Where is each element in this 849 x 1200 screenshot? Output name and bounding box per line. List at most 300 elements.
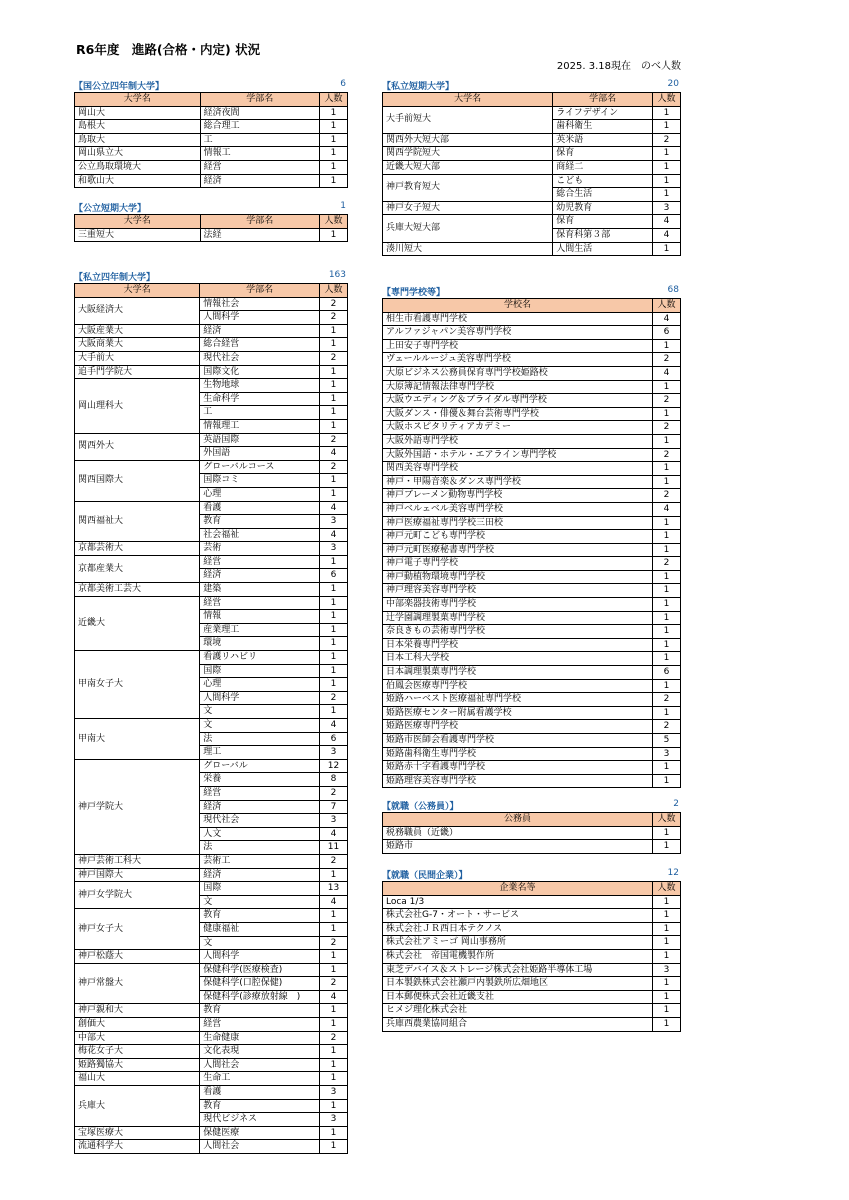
count-cell: 2 xyxy=(653,489,681,503)
count-cell: 2 xyxy=(320,936,348,950)
school-cell: 神戸理容美容専門学校 xyxy=(383,584,653,598)
count-cell: 1 xyxy=(653,1017,681,1031)
faculty-cell: 人間科学 xyxy=(200,950,320,964)
school-cell: 神戸ベルェベル美容専門学校 xyxy=(383,502,653,516)
faculty-cell: 総合生活 xyxy=(553,188,653,202)
table-row xyxy=(75,542,348,556)
count-cell: 1 xyxy=(653,380,681,394)
table-row xyxy=(383,990,681,1004)
univ-cell: 岡山大 xyxy=(75,106,201,120)
section-total: 68 xyxy=(667,285,679,295)
header-faculty: 学部名 xyxy=(553,93,653,107)
count-cell: 1 xyxy=(653,679,681,693)
faculty-cell: 経営 xyxy=(200,786,320,800)
count-cell: 1 xyxy=(653,706,681,720)
faculty-cell: 情報 xyxy=(200,610,320,624)
count-cell: 1 xyxy=(653,516,681,530)
table-row xyxy=(75,1045,348,1059)
count-cell: 1 xyxy=(320,392,348,406)
univ-cell: 近畿大短大部 xyxy=(383,160,553,174)
count-cell: 1 xyxy=(653,922,681,936)
school-cell: 大阪外語専門学校 xyxy=(383,434,653,448)
section-private-univ xyxy=(74,270,348,1154)
school-cell: Loca 1/3 xyxy=(383,895,653,909)
count-cell: 1 xyxy=(653,652,681,666)
section-title: 【専門学校等】 xyxy=(382,288,446,298)
table-body xyxy=(75,106,348,188)
table-row xyxy=(383,706,681,720)
table-row xyxy=(75,882,348,896)
header-count: 人数 xyxy=(320,284,348,298)
school-cell: 東芝デバイス＆ストレージ株式会社姫路半導体工場 xyxy=(383,963,653,977)
school-cell: 大原ビジネス公務員保育専門学校姫路校 xyxy=(383,366,653,380)
school-cell: 神戸・甲陽音楽＆ダンス専門学校 xyxy=(383,475,653,489)
univ-cell: 近畿大 xyxy=(75,596,200,650)
faculty-cell: 経営 xyxy=(200,160,319,174)
school-cell: ヴェールルージュ美容専門学校 xyxy=(383,353,653,367)
school-cell: 神戸元町こども専門学校 xyxy=(383,530,653,544)
table-row xyxy=(383,611,681,625)
header-count: 人数 xyxy=(320,93,348,107)
school-cell: 税務職員（近畿） xyxy=(383,826,653,840)
header-faculty: 学部名 xyxy=(200,93,319,107)
univ-cell: 京都芸術大 xyxy=(75,542,200,556)
count-cell: 1 xyxy=(653,242,681,256)
table-row xyxy=(383,734,681,748)
count-cell: 2 xyxy=(320,433,348,447)
count-cell: 1 xyxy=(320,950,348,964)
table-header-row xyxy=(383,93,681,107)
count-cell: 1 xyxy=(653,936,681,950)
faculty-cell: 保健医療 xyxy=(200,1126,320,1140)
vocational-table xyxy=(382,298,681,788)
univ-cell: 岡山県立大 xyxy=(75,147,201,161)
count-cell: 1 xyxy=(320,1126,348,1140)
count-cell: 1 xyxy=(653,990,681,1004)
univ-cell: 三重短大 xyxy=(75,228,201,242)
table-row xyxy=(383,826,681,840)
table-row xyxy=(383,174,681,188)
section-public-service xyxy=(382,799,681,854)
table-row xyxy=(75,133,348,147)
faculty-cell: 建築 xyxy=(200,583,320,597)
count-cell: 3 xyxy=(653,201,681,215)
count-cell: 2 xyxy=(653,421,681,435)
school-cell: 大阪ホスピタリティアカデミー xyxy=(383,421,653,435)
faculty-cell: グローバル xyxy=(200,759,320,773)
faculty-cell: 保健科学(医療検査) xyxy=(200,963,320,977)
table-row xyxy=(383,380,681,394)
table-row xyxy=(383,895,681,909)
faculty-cell: 情報工 xyxy=(200,147,319,161)
count-cell: 3 xyxy=(320,814,348,828)
count-cell: 4 xyxy=(320,501,348,515)
table-row xyxy=(383,242,681,256)
count-cell: 2 xyxy=(320,691,348,705)
private-company-table xyxy=(382,881,681,1032)
table-row xyxy=(75,868,348,882)
table-row xyxy=(75,596,348,610)
table-row xyxy=(383,434,681,448)
univ-cell: 大手前大 xyxy=(75,351,200,365)
school-cell: 上田安子専門学校 xyxy=(383,339,653,353)
faculty-cell: 保健科学(口腔保健) xyxy=(200,977,320,991)
section-title: 【私立短期大学】 xyxy=(382,82,455,92)
faculty-cell: 経済夜間 xyxy=(200,106,319,120)
faculty-cell: 教育 xyxy=(200,1099,320,1113)
faculty-cell: 芸術工 xyxy=(200,854,320,868)
table-row xyxy=(383,557,681,571)
faculty-cell: ライフデザイン xyxy=(553,106,653,120)
table-row xyxy=(75,1018,348,1032)
count-cell: 1 xyxy=(653,339,681,353)
count-cell: 1 xyxy=(653,475,681,489)
table-body xyxy=(383,312,681,788)
count-cell: 1 xyxy=(320,1140,348,1154)
count-cell: 1 xyxy=(653,598,681,612)
section-total: 163 xyxy=(328,270,346,280)
table-row xyxy=(383,761,681,775)
school-cell: 日本郵便株式会社近畿支社 xyxy=(383,990,653,1004)
count-cell: 2 xyxy=(653,394,681,408)
school-cell: 奈良きもの芸術専門学校 xyxy=(383,625,653,639)
count-cell: 1 xyxy=(320,1072,348,1086)
count-cell: 1 xyxy=(653,407,681,421)
school-cell: 大阪ウエディング＆ブライダル専門学校 xyxy=(383,394,653,408)
faculty-cell: 教育 xyxy=(200,1004,320,1018)
table-row xyxy=(75,297,348,311)
table-row xyxy=(383,909,681,923)
univ-cell: 京都美術工芸大 xyxy=(75,583,200,597)
count-cell: 1 xyxy=(320,1045,348,1059)
school-cell: 姫路市 xyxy=(383,840,653,854)
school-cell: 姫路赤十字看護専門学校 xyxy=(383,761,653,775)
univ-cell: 流通科学大 xyxy=(75,1140,200,1154)
faculty-cell: 国際 xyxy=(200,664,320,678)
faculty-cell: 保健科学(診療放射線 ) xyxy=(200,990,320,1004)
faculty-cell: 情報社会 xyxy=(200,297,320,311)
table-row xyxy=(75,351,348,365)
count-cell: 2 xyxy=(653,720,681,734)
univ-cell: 大手前短大 xyxy=(383,106,553,133)
count-cell: 2 xyxy=(320,854,348,868)
header-univ: 大学名 xyxy=(75,215,201,229)
table-row xyxy=(75,501,348,515)
table-row xyxy=(383,407,681,421)
school-cell: 大原簿記情報法律専門学校 xyxy=(383,380,653,394)
header-univ: 大学名 xyxy=(75,93,201,107)
univ-cell: 姫路獨協大 xyxy=(75,1058,200,1072)
table-row xyxy=(383,475,681,489)
count-cell: 1 xyxy=(653,106,681,120)
count-cell: 6 xyxy=(320,732,348,746)
public-service-table xyxy=(382,812,681,854)
table-row xyxy=(75,365,348,379)
faculty-cell: 生物地球 xyxy=(200,379,320,393)
count-cell: 1 xyxy=(320,868,348,882)
univ-cell: 神戸芸術工科大 xyxy=(75,854,200,868)
section-private-company xyxy=(382,868,681,1032)
count-cell: 6 xyxy=(653,666,681,680)
univ-cell: 大阪経済大 xyxy=(75,297,200,324)
univ-cell: 関西福祉大 xyxy=(75,501,200,542)
faculty-cell: 人間社会 xyxy=(200,1140,320,1154)
count-cell: 1 xyxy=(320,1018,348,1032)
faculty-cell: 工 xyxy=(200,133,319,147)
faculty-cell: 法 xyxy=(200,841,320,855)
count-cell: 4 xyxy=(320,447,348,461)
table-row xyxy=(383,625,681,639)
table-row xyxy=(75,147,348,161)
univ-cell: 湊川短大 xyxy=(383,242,553,256)
private-junior-table xyxy=(382,92,681,256)
univ-cell: 神戸女学院大 xyxy=(75,882,200,909)
count-cell: 4 xyxy=(653,502,681,516)
school-cell: アルファジャパン美容専門学校 xyxy=(383,326,653,340)
count-cell: 1 xyxy=(320,338,348,352)
count-cell: 3 xyxy=(320,1086,348,1100)
header-univ: 大学名 xyxy=(383,93,553,107)
school-cell: 日本工科大学校 xyxy=(383,652,653,666)
faculty-cell: 看護 xyxy=(200,501,320,515)
count-cell: 1 xyxy=(320,909,348,923)
table-row xyxy=(383,133,681,147)
univ-cell: 大阪商業大 xyxy=(75,338,200,352)
faculty-cell: 文 xyxy=(200,719,320,733)
count-cell: 2 xyxy=(653,353,681,367)
table-row xyxy=(383,747,681,761)
faculty-cell: 保育 xyxy=(553,147,653,161)
table-header-row xyxy=(383,813,681,827)
faculty-cell: 英語国際 xyxy=(200,433,320,447)
table-row xyxy=(75,719,348,733)
count-cell: 1 xyxy=(653,462,681,476)
faculty-cell: 保育 xyxy=(553,215,653,229)
count-cell: 1 xyxy=(653,909,681,923)
table-row xyxy=(383,147,681,161)
faculty-cell: 経済 xyxy=(200,174,319,188)
count-cell: 1 xyxy=(320,1058,348,1072)
faculty-cell: 国際文化 xyxy=(200,365,320,379)
header-faculty: 学部名 xyxy=(200,215,319,229)
count-cell: 1 xyxy=(320,106,348,120)
table-row xyxy=(383,598,681,612)
univ-cell: 中部大 xyxy=(75,1031,200,1045)
school-cell: 姫路歯科衛生専門学校 xyxy=(383,747,653,761)
faculty-cell: 現代ビジネス xyxy=(200,1113,320,1127)
header-faculty: 学部名 xyxy=(200,284,320,298)
faculty-cell: 健康福祉 xyxy=(200,922,320,936)
school-cell: 姫路理容美容専門学校 xyxy=(383,774,653,788)
faculty-cell: 総合経営 xyxy=(200,338,320,352)
section-title: 【就職（公務員）】 xyxy=(382,802,459,812)
header-count: 人数 xyxy=(653,813,681,827)
univ-cell: 関西国際大 xyxy=(75,460,200,501)
count-cell: 2 xyxy=(320,297,348,311)
school-cell: 中部楽器技術専門学校 xyxy=(383,598,653,612)
public-junior-table xyxy=(74,214,348,242)
faculty-cell: こども xyxy=(553,174,653,188)
table-row xyxy=(383,679,681,693)
univ-cell: 福山大 xyxy=(75,1072,200,1086)
header-company: 企業名等 xyxy=(383,882,653,896)
count-cell: 6 xyxy=(653,326,681,340)
faculty-cell: グローバルコース xyxy=(200,460,320,474)
faculty-cell: 歯科衛生 xyxy=(553,120,653,134)
table-row xyxy=(383,326,681,340)
univ-cell: 関西学院短大 xyxy=(383,147,553,161)
count-cell: 1 xyxy=(320,651,348,665)
table-row xyxy=(383,840,681,854)
faculty-cell: 環境 xyxy=(200,637,320,651)
table-row xyxy=(75,460,348,474)
section-vocational xyxy=(382,285,681,788)
table-row xyxy=(75,1140,348,1154)
count-cell: 1 xyxy=(320,379,348,393)
school-cell: 姫路市医師会看護専門学校 xyxy=(383,734,653,748)
table-row xyxy=(75,1004,348,1018)
univ-cell: 神戸国際大 xyxy=(75,868,200,882)
table-row xyxy=(75,909,348,923)
school-cell: 日本栄養専門学校 xyxy=(383,638,653,652)
faculty-cell: 総合理工 xyxy=(200,120,319,134)
faculty-cell: 人文 xyxy=(200,827,320,841)
school-cell: 株式会社 帝国電機製作所 xyxy=(383,949,653,963)
table-body xyxy=(383,826,681,853)
header-count: 人数 xyxy=(653,93,681,107)
section-private-junior xyxy=(382,79,681,256)
univ-cell: 鳥取大 xyxy=(75,133,201,147)
school-cell: 姫路医療センター附属看護学校 xyxy=(383,706,653,720)
count-cell: 4 xyxy=(653,312,681,326)
table-row xyxy=(383,530,681,544)
count-cell: 4 xyxy=(320,990,348,1004)
table-row xyxy=(383,448,681,462)
faculty-cell: 経済 xyxy=(200,868,320,882)
school-cell: 日本調理製菓専門学校 xyxy=(383,666,653,680)
school-cell: 日本製鉄株式会社瀬戸内製鉄所広畑地区 xyxy=(383,977,653,991)
faculty-cell: 経済 xyxy=(200,800,320,814)
count-cell: 4 xyxy=(320,528,348,542)
count-cell: 1 xyxy=(320,922,348,936)
count-cell: 1 xyxy=(320,120,348,134)
count-cell: 4 xyxy=(320,895,348,909)
table-row xyxy=(383,652,681,666)
faculty-cell: 幼児教育 xyxy=(553,201,653,215)
school-cell: 大阪ダンス・俳優＆舞台芸術専門学校 xyxy=(383,407,653,421)
univ-cell: 梅花女子大 xyxy=(75,1045,200,1059)
faculty-cell: 生命健康 xyxy=(200,1031,320,1045)
header-count: 人数 xyxy=(320,215,348,229)
section-national-univ xyxy=(74,79,348,188)
table-row xyxy=(383,693,681,707)
school-cell: 神戸電子専門学校 xyxy=(383,557,653,571)
table-row xyxy=(383,1004,681,1018)
count-cell: 1 xyxy=(320,583,348,597)
univ-cell: 大阪産業大 xyxy=(75,324,200,338)
table-row xyxy=(75,1126,348,1140)
count-cell: 1 xyxy=(653,625,681,639)
count-cell: 4 xyxy=(320,719,348,733)
national-univ-table xyxy=(74,92,348,188)
table-header-row xyxy=(383,882,681,896)
faculty-cell: 情報理工 xyxy=(200,419,320,433)
univ-cell: 神戸女子大 xyxy=(75,909,200,950)
school-cell: 株式会社G-7・オート・サービス xyxy=(383,909,653,923)
count-cell: 2 xyxy=(320,460,348,474)
table-row xyxy=(75,338,348,352)
section-total: 20 xyxy=(667,79,679,89)
univ-cell: 宝塚医療大 xyxy=(75,1126,200,1140)
faculty-cell: 経済 xyxy=(200,569,320,583)
count-cell: 1 xyxy=(653,774,681,788)
faculty-cell: 国際コミ xyxy=(200,474,320,488)
section-total: 12 xyxy=(667,868,679,878)
school-cell: 辻学園調理製菓専門学校 xyxy=(383,611,653,625)
faculty-cell: 栄養 xyxy=(200,773,320,787)
faculty-cell: 産業理工 xyxy=(200,623,320,637)
count-cell: 1 xyxy=(320,1099,348,1113)
univ-cell: 神戸学院大 xyxy=(75,759,200,854)
univ-cell: 神戸常盤大 xyxy=(75,963,200,1004)
section-title: 【就職（民間企業）】 xyxy=(382,871,468,881)
faculty-cell: 文 xyxy=(200,936,320,950)
school-cell: 株式会社ＪＲ西日本テクノス xyxy=(383,922,653,936)
school-cell: 姫路ハーベスト医療福祉専門学校 xyxy=(383,693,653,707)
count-cell: 12 xyxy=(320,759,348,773)
count-cell: 1 xyxy=(320,664,348,678)
page-title: R6年度 進路(合格・内定) 状況 xyxy=(76,42,261,57)
faculty-cell: 経営 xyxy=(200,555,320,569)
faculty-cell: 文 xyxy=(200,895,320,909)
faculty-cell: 文 xyxy=(200,705,320,719)
section-total: 2 xyxy=(673,799,679,809)
table-row xyxy=(75,1086,348,1100)
count-cell: 4 xyxy=(320,827,348,841)
count-cell: 1 xyxy=(653,543,681,557)
table-header-row xyxy=(75,215,348,229)
faculty-cell: 看護リハビリ xyxy=(200,651,320,665)
table-row xyxy=(383,366,681,380)
count-cell: 1 xyxy=(653,611,681,625)
table-header-row xyxy=(75,284,348,298)
faculty-cell: 英米語 xyxy=(553,133,653,147)
count-cell: 1 xyxy=(320,324,348,338)
table-row xyxy=(75,120,348,134)
count-cell: 1 xyxy=(653,840,681,854)
faculty-cell: 看護 xyxy=(200,1086,320,1100)
univ-cell: 関西外大 xyxy=(75,433,200,460)
school-cell: 神戸動植物環境専門学校 xyxy=(383,570,653,584)
school-cell: 伯鳳会医療専門学校 xyxy=(383,679,653,693)
school-cell: 相生市看護専門学校 xyxy=(383,312,653,326)
header-count: 人数 xyxy=(653,299,681,313)
count-cell: 1 xyxy=(320,487,348,501)
school-cell: 姫路医療専門学校 xyxy=(383,720,653,734)
count-cell: 3 xyxy=(653,963,681,977)
table-row xyxy=(383,215,681,229)
count-cell: 2 xyxy=(320,351,348,365)
table-row xyxy=(75,1058,348,1072)
count-cell: 1 xyxy=(320,555,348,569)
table-row xyxy=(75,950,348,964)
count-cell: 1 xyxy=(320,228,348,242)
count-cell: 1 xyxy=(653,174,681,188)
table-row xyxy=(383,936,681,950)
count-cell: 1 xyxy=(653,160,681,174)
table-header-row xyxy=(75,93,348,107)
faculty-cell: 教育 xyxy=(200,909,320,923)
